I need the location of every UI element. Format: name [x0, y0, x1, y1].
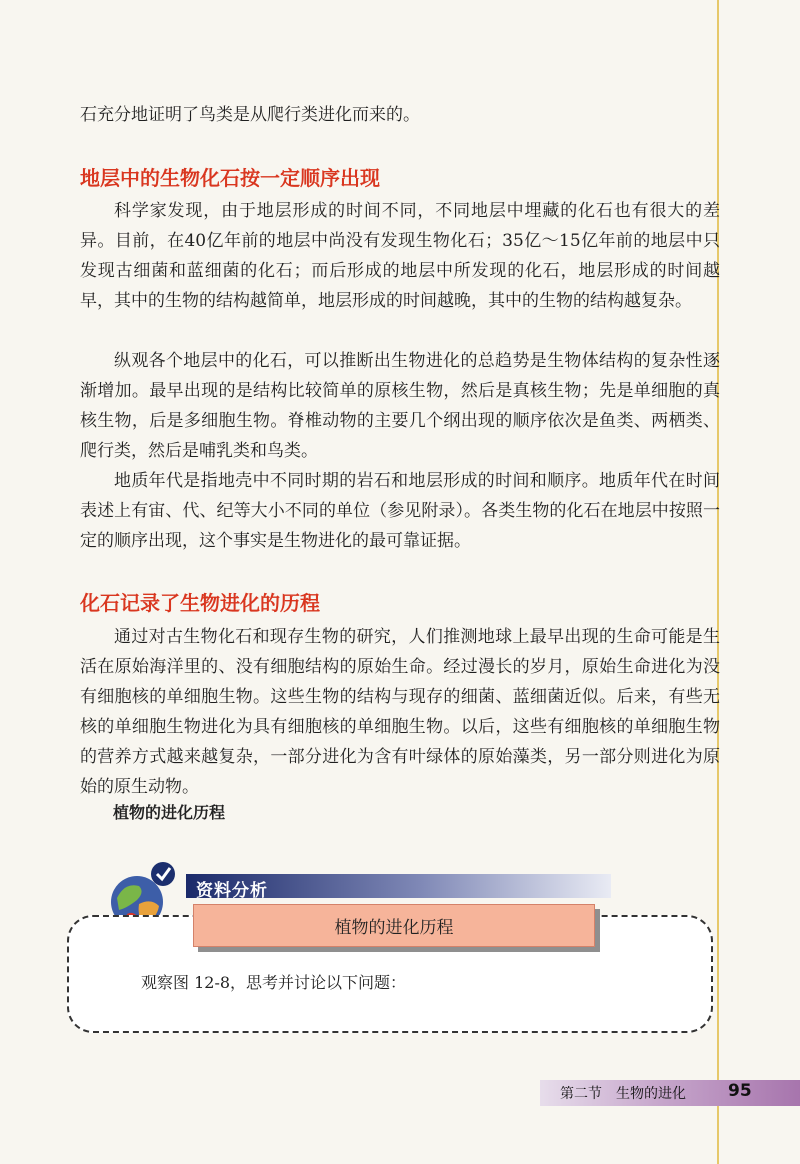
- paragraph-origin-of-life: 通过对古生物化石和现存生物的研究，人们推测地球上最早出现的生命可能是生活在原始海洋里的、没有细胞结构的原始生命。经过漫长的岁月，原始生命进化为没有细胞核的单细胞生物。这些生物的结构与现存的细菌、蓝细菌近似。后来，有些无核的单细胞生物进化为具有细胞核的单细胞生物。以后，这些有细胞核的单细胞生物的营养方式越来越复杂，一部分进化为含有叶绿体的原始藻类，另一部分则进化为原始的原生动物。: [80, 627, 720, 797]
- footer-section-title: 第二节 生物的进化: [560, 1086, 686, 1102]
- analysis-prompt: 观察图 12-8，思考并讨论以下问题：: [141, 973, 407, 992]
- paragraph-geologic-time: 地质年代是指地壳中不同时期的岩石和地层形成的时间和顺序。地质年代在时间表述上有宙、代、纪等大小不同的单位（参见附录）。各类生物的化石在地层中按照一定的顺序出现，这个事实是生物进化的最可靠证据。: [80, 471, 720, 551]
- analysis-title: 植物的进化历程: [334, 918, 454, 938]
- paragraph-strata-differences: 科学家发现，由于地层形成的时间不同，不同地层中埋藏的化石也有很大的差异。目前，在40亿年前的地层中尚没有发现生物化石；35亿～15亿年前的地层中只发现古细菌和蓝细菌的化石；而后形成的地层中所发现的化石，地层形成的时间越早，其中的生物的结构越简单，地层形成的时间越晚，其中的生物的结构越复杂。: [80, 201, 720, 311]
- paragraph-evolution-trend: 纵观各个地层中的化石，可以推断出生物进化的总趋势是生物体结构的复杂性逐渐增加。最早出现的是结构比较简单的原核生物，然后是真核生物；先是单细胞的真核生物，后是多细胞生物。脊椎动物的主要几个纲出现的顺序依次是鱼类、两栖类、爬行类，然后是哺乳类和鸟类。: [80, 351, 720, 461]
- page-number: 95: [728, 1081, 752, 1101]
- analysis-label: 资料分析: [196, 881, 268, 901]
- subheading-plant-evolution: 植物的进化历程: [113, 803, 226, 822]
- paragraph-continuation: 石充分地证明了鸟类是从爬行类进化而来的。: [80, 105, 420, 125]
- section-heading-fossil-record: 化石记录了生物进化的历程: [80, 591, 320, 615]
- analysis-title-box: [193, 904, 595, 947]
- section-heading-fossil-order: 地层中的生物化石按一定顺序出现: [80, 166, 380, 190]
- margin-line: [717, 0, 719, 1164]
